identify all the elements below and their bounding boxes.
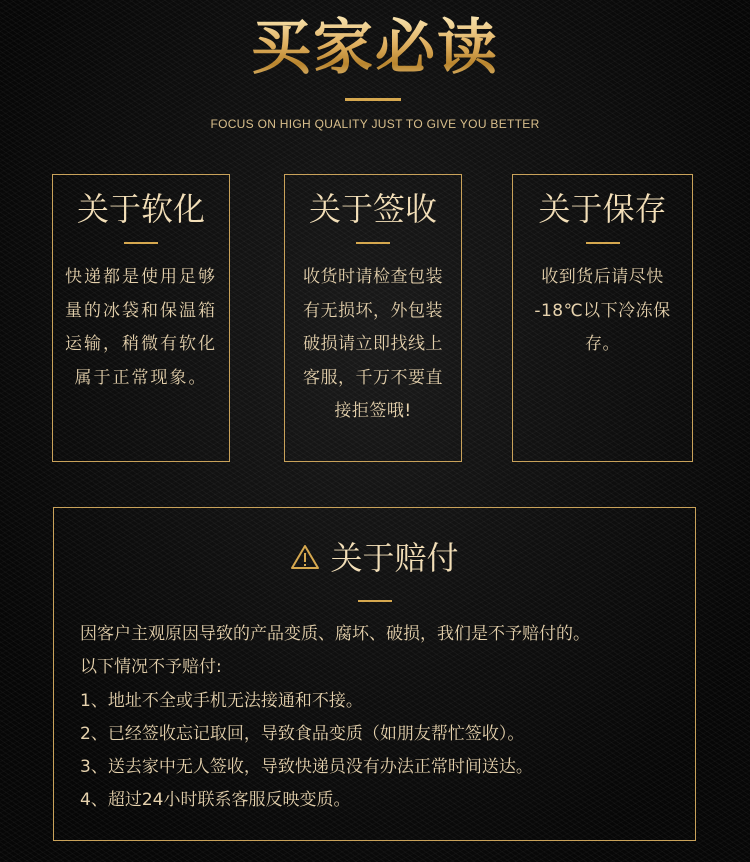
card-line: 有无损坏，外包装 xyxy=(303,300,443,321)
card-line: 收到货后请尽快 xyxy=(541,267,664,287)
card-line: -18℃以下冷冻保 xyxy=(534,300,671,321)
warning-triangle-icon xyxy=(290,540,320,568)
card-body xyxy=(525,261,680,362)
compensation-divider xyxy=(358,600,392,602)
card-divider xyxy=(124,242,158,244)
card-line: 客服，千万不要直 xyxy=(303,367,443,388)
compensation-heading xyxy=(54,538,695,578)
page-subtitle: FOCUS ON HIGH QUALITY JUST TO GIVE YOU BETTER xyxy=(210,117,540,131)
card-softening xyxy=(52,174,230,462)
card-line: 运输，稍微有软化 xyxy=(65,334,217,354)
card-line: 收货时请检查包装 xyxy=(303,267,443,287)
title-divider xyxy=(345,98,401,101)
compensation-line: 1、地址不全或手机无法接通和不接。 xyxy=(80,690,363,711)
card-title: 关于保存 xyxy=(538,190,667,228)
card-line: 快递都是使用足够 xyxy=(65,267,217,287)
compensation-line: 以下情况不予赔付: xyxy=(80,657,222,678)
card-line: 存。 xyxy=(585,334,620,354)
card-line: 破损请立即找线上 xyxy=(303,334,443,354)
compensation-panel xyxy=(53,507,696,841)
compensation-line: 4、超过24小时联系客服反映变质。 xyxy=(80,790,351,811)
card-title: 关于软化 xyxy=(76,190,205,228)
compensation-line: 3、送去家中无人签收，导致快递员没有办法正常时间送达。 xyxy=(80,757,533,778)
card-signing xyxy=(284,174,462,462)
page-title: 买家必读 xyxy=(0,8,750,88)
card-title: 关于签收 xyxy=(308,190,437,228)
compensation-body xyxy=(80,618,685,818)
card-body xyxy=(65,261,217,395)
card-divider xyxy=(586,242,620,244)
compensation-line: 2、已经签收忘记取回，导致食品变质（如朋友帮忙签收）。 xyxy=(80,723,525,744)
card-line: 量的冰袋和保温箱 xyxy=(65,300,217,321)
card-line: 接拒签哦! xyxy=(334,401,412,421)
card-divider xyxy=(356,242,390,244)
compensation-title: 关于赔付 xyxy=(330,539,459,577)
compensation-line: 因客户主观原因导致的产品变质、腐坏、破损，我们是不予赔付的。 xyxy=(80,624,590,644)
card-line: 属于正常现象。 xyxy=(74,367,208,388)
card-storage xyxy=(512,174,693,462)
card-body xyxy=(297,261,449,429)
